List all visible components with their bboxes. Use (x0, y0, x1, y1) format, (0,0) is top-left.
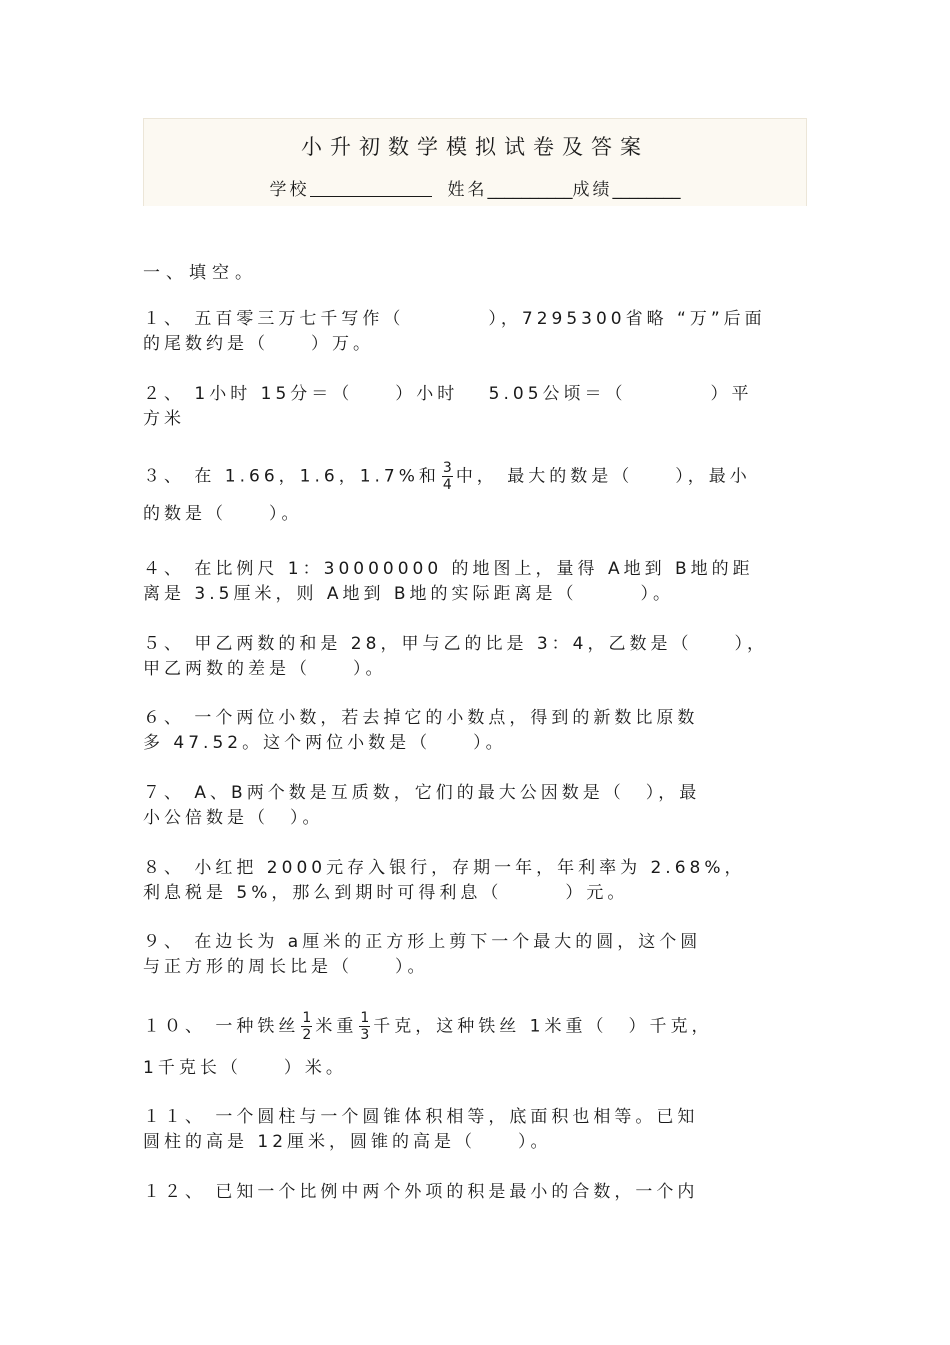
score-blank[interactable]: ________ (612, 180, 681, 200)
exam-title: 小升初数学模拟试卷及答案 (301, 135, 649, 159)
question-line: 圆柱的高是 12厘米，圆锥的高是（ ）。 (143, 1132, 552, 1152)
question-line: 利息税是 5%，那么到期时可得利息（ ）元。 (143, 883, 629, 903)
question-line: 1千克长（ ）米。 (143, 1058, 347, 1078)
fraction (359, 1010, 370, 1043)
fraction-denominator: 4 (442, 477, 452, 493)
fraction-numerator: 3 (442, 460, 452, 476)
fraction-numerator: 1 (360, 1010, 370, 1026)
question-1 (143, 307, 803, 357)
fraction (442, 460, 453, 493)
question-line: 方米 (143, 409, 185, 429)
question-line: ６、 一个两位小数，若去掉它的小数点，得到的新数比原数 (143, 708, 699, 728)
question-line: 离是 3.5厘米，则 A地到 B地的实际距离是（ ）。 (143, 584, 675, 604)
question-line: １１、 一个圆柱与一个圆锥体积相等，底面积也相等。已知 (143, 1107, 699, 1127)
exam-header (143, 118, 807, 206)
question-11 (143, 1105, 803, 1155)
student-info-line (144, 175, 806, 200)
fraction-numerator: 1 (302, 1010, 312, 1026)
question-3 (143, 460, 803, 527)
question-text: ３、 在 1.66，1.6，1.7%和 (143, 466, 440, 487)
question-text: 中， 最大的数是（ ），最小 (455, 466, 751, 487)
question-line: １、 五百零三万七千写作（ ），7295300省略 “万”后面 (143, 309, 766, 329)
question-text: １０、 一种铁丝 (143, 1016, 300, 1037)
question-line: ８、 小红把 2000元存入银行，存期一年，年利率为 2.68%， (143, 858, 746, 878)
question-line: １２、 已知一个比例中两个外项的积是最小的合数，一个内 (143, 1182, 699, 1202)
fraction-denominator: 2 (302, 1027, 312, 1043)
section-title: 一、填空。 (143, 263, 258, 283)
name-blank[interactable]: __________ (487, 180, 573, 200)
question-8 (143, 856, 803, 906)
question-line: 甲乙两数的差是（ ）。 (143, 659, 387, 679)
question-line (143, 460, 803, 496)
question-line (143, 1010, 803, 1050)
question-line: ２、 1小时 15分＝（ ）小时 5.05公顷＝（ ）平 (143, 384, 753, 404)
fraction (301, 1010, 312, 1043)
question-text: 米重 (315, 1016, 358, 1037)
question-5 (143, 632, 803, 682)
school-blank[interactable] (310, 180, 432, 197)
question-4 (143, 557, 803, 607)
question-7 (143, 781, 803, 831)
question-line: ４、 在比例尺 1：30000000 的地图上，量得 A地到 B地的距 (143, 559, 754, 579)
question-text: 千克，这种铁丝 1米重（ ）千克， (373, 1016, 713, 1037)
question-9 (143, 930, 803, 980)
question-10 (143, 1010, 803, 1081)
question-line: ５、 甲乙两数的和是 28，甲与乙的比是 3：4，乙数是（ ）， (143, 634, 768, 654)
fraction-denominator: 3 (360, 1027, 370, 1043)
question-line: 与正方形的周长比是（ ）。 (143, 957, 429, 977)
question-6 (143, 706, 803, 756)
school-label: 学校 (269, 180, 310, 200)
question-line: ７、 A、B两个数是互质数，它们的最大公因数是（ ），最 (143, 783, 701, 803)
question-line: 的数是（ ）。 (143, 504, 303, 524)
question-line: 的尾数约是（ ）万。 (143, 334, 374, 354)
question-line: 小公倍数是（ ）。 (143, 808, 324, 828)
question-2 (143, 382, 803, 432)
question-line: 多 47.52。这个两位小数是（ ）。 (143, 733, 507, 753)
score-label: 成绩 (572, 180, 613, 200)
name-label: 姓名 (447, 180, 488, 200)
question-12 (143, 1180, 803, 1205)
question-line: ９、 在边长为 a厘米的正方形上剪下一个最大的圆，这个圆 (143, 932, 702, 952)
